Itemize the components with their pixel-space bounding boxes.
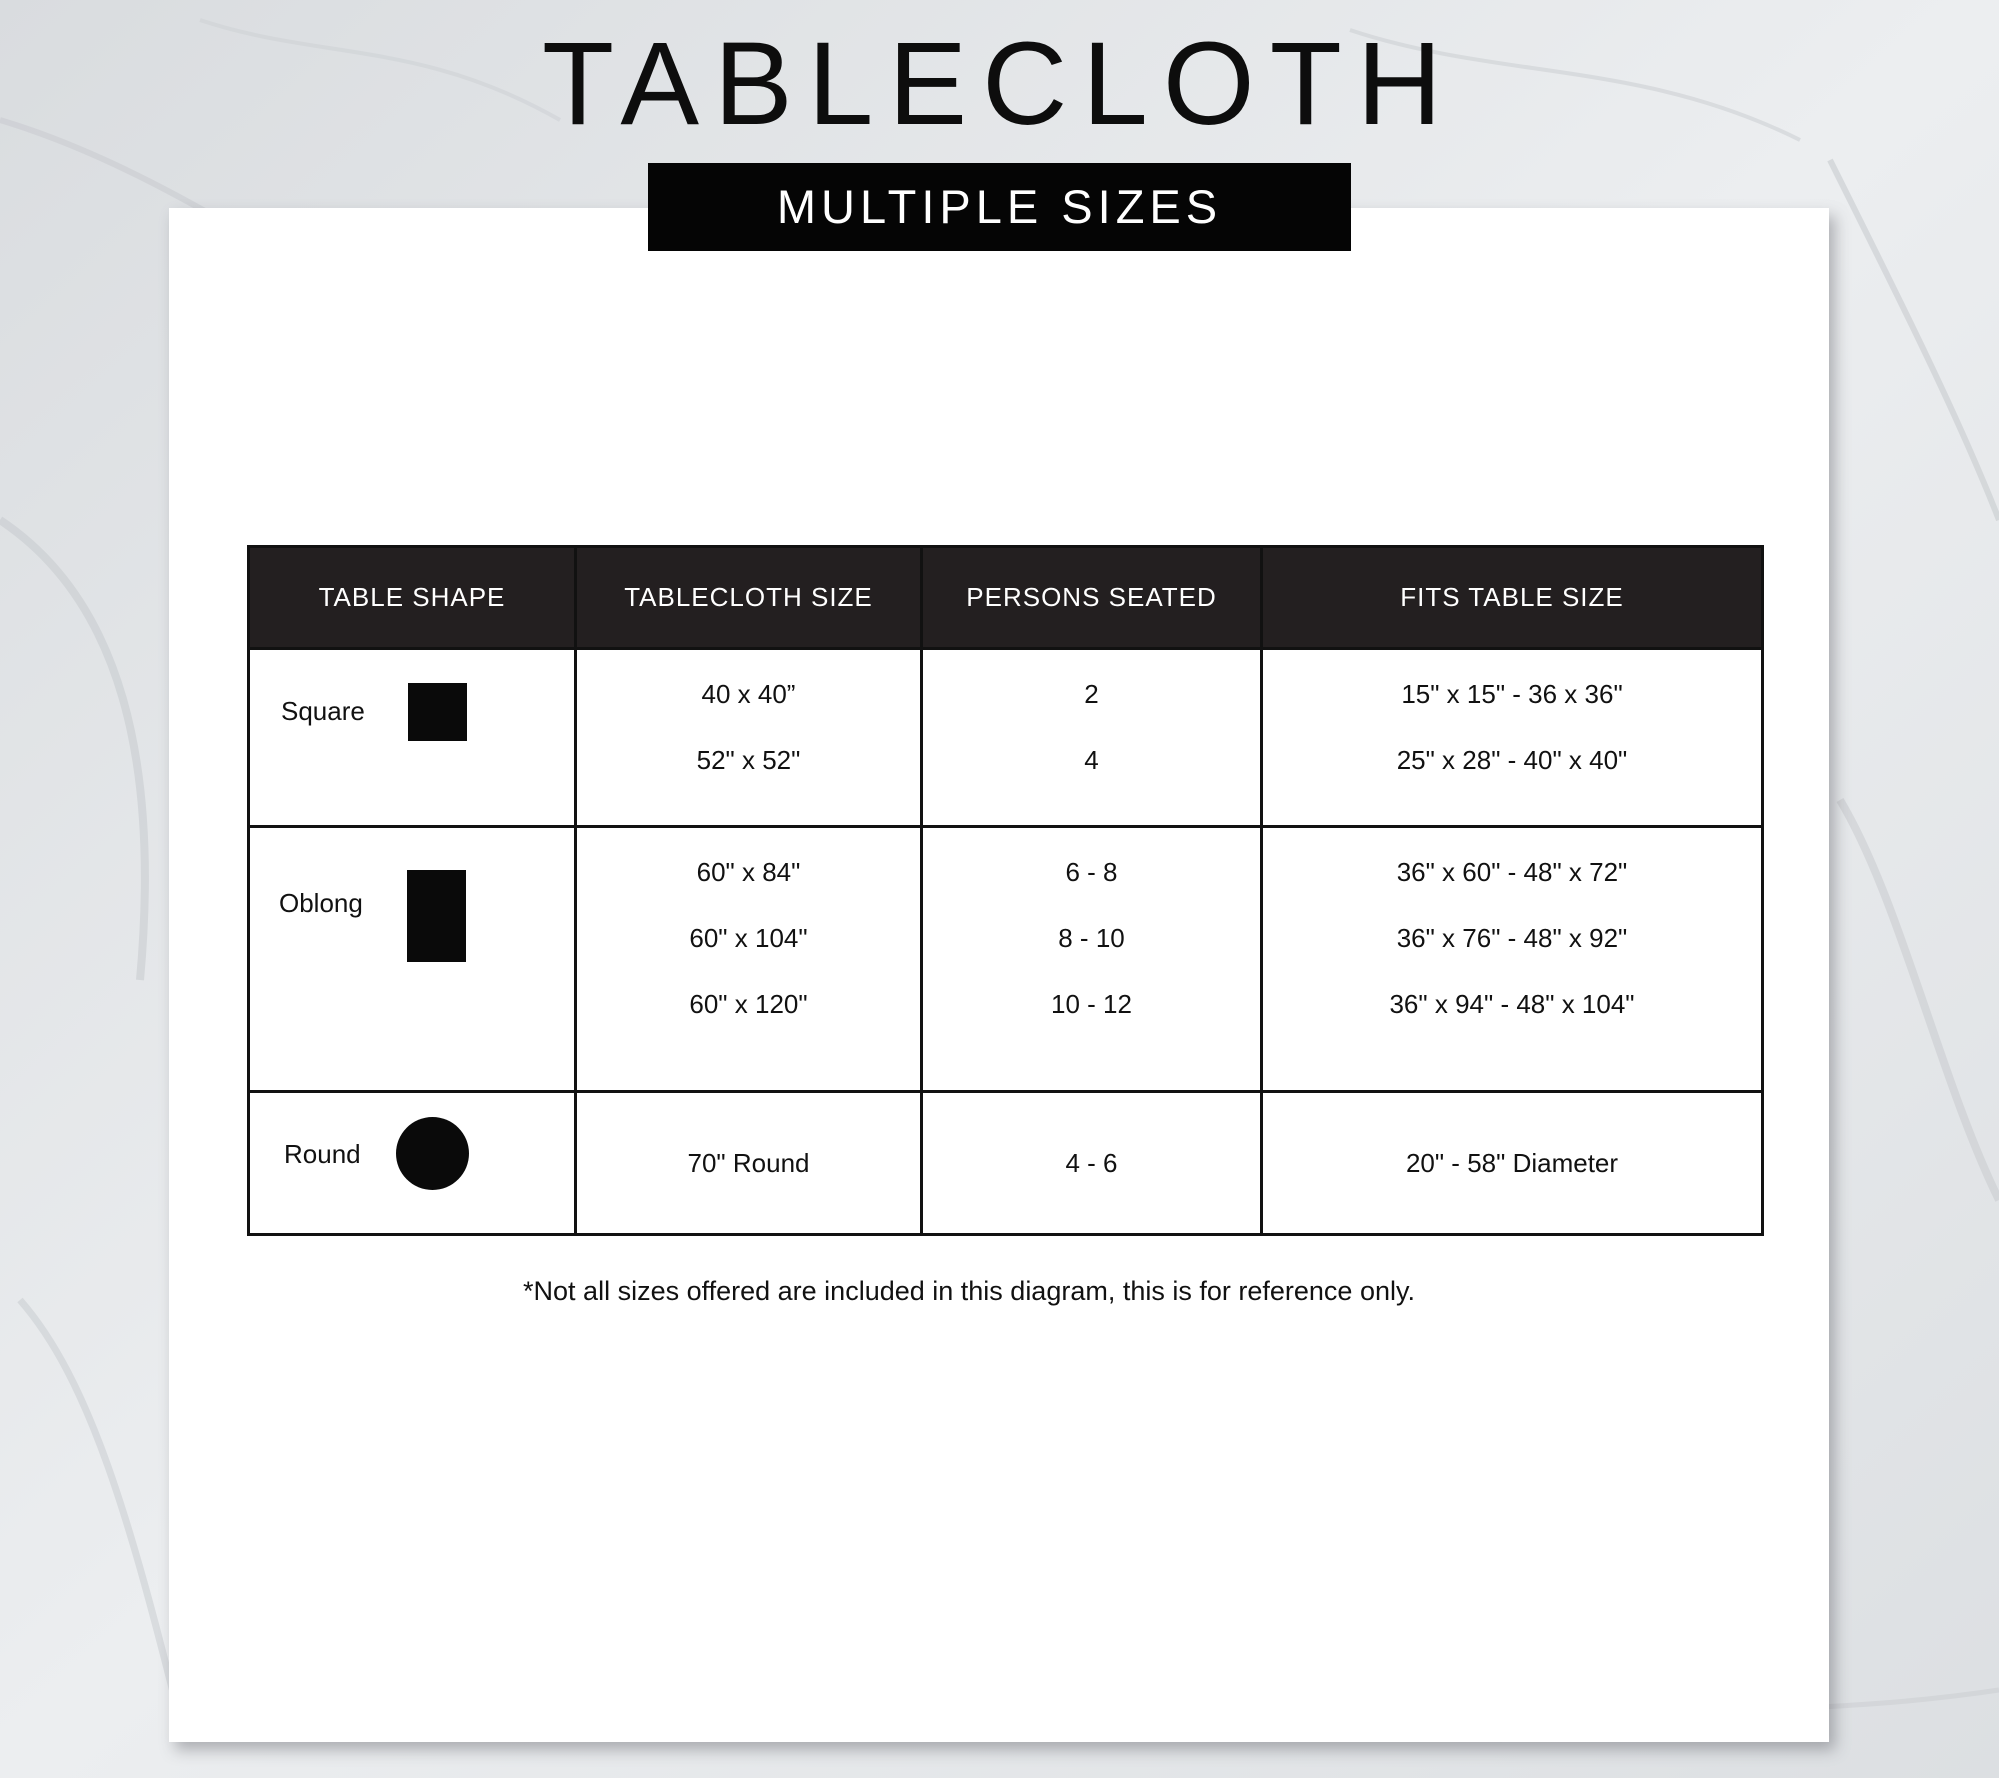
- persons-seated-cell: [922, 1092, 1262, 1235]
- fits-table-size-cell: [1262, 649, 1763, 827]
- header-tablecloth-size: TABLECLOTH SIZE: [576, 547, 922, 649]
- size-chart-table: [247, 545, 1764, 1236]
- persons-seated-value: 4 - 6: [1065, 1148, 1118, 1178]
- footnote: *Not all sizes offered are included in this diagram, this is for reference only.: [523, 1276, 1415, 1306]
- fits-table-size-cell: [1262, 827, 1763, 1092]
- page-title: TABLECLOTH: [542, 18, 1457, 150]
- table-row: [249, 827, 1763, 1092]
- fits-table-size-value: 25" x 28" - 40" x 40": [1396, 745, 1628, 775]
- fits-table-size-value: 36" x 94" - 48" x 104": [1389, 989, 1635, 1019]
- circle-icon: [396, 1117, 469, 1190]
- tablecloth-size-value: 52" x 52": [696, 745, 801, 775]
- fits-table-size-cell: [1262, 1092, 1763, 1235]
- table-row: [249, 649, 1763, 827]
- subtitle-banner: MULTIPLE SIZES: [648, 163, 1351, 251]
- fits-table-size-value: 36" x 60" - 48" x 72": [1396, 857, 1628, 887]
- shape-label: Round: [284, 1139, 361, 1169]
- persons-seated-value: 8 - 10: [1058, 923, 1125, 953]
- tablecloth-size-value: 70" Round: [687, 1148, 810, 1178]
- persons-seated-cell: [922, 649, 1262, 827]
- tablecloth-size-value: 60" x 84": [696, 857, 801, 887]
- header-persons-seated: PERSONS SEATED: [922, 547, 1262, 649]
- persons-seated-value: 2: [1084, 679, 1099, 709]
- square-icon: [408, 683, 467, 741]
- rectangle-icon: [407, 870, 466, 962]
- fits-table-size-value: 20" - 58" Diameter: [1405, 1148, 1619, 1178]
- shape-cell: [249, 1092, 576, 1235]
- tablecloth-size-cell: [576, 1092, 922, 1235]
- shape-label: Square: [281, 696, 365, 726]
- persons-seated-value: 6 - 8: [1065, 857, 1118, 887]
- header-fits-table-size: FITS TABLE SIZE: [1262, 547, 1763, 649]
- shape-label: Oblong: [279, 888, 363, 918]
- tablecloth-size-cell: [576, 649, 922, 827]
- shape-cell: [249, 649, 576, 827]
- tablecloth-size-value: 60" x 104": [689, 923, 808, 953]
- persons-seated-value: 10 - 12: [1051, 989, 1132, 1019]
- header-table-shape: TABLE SHAPE: [249, 547, 576, 649]
- persons-seated-value: 4: [1084, 745, 1099, 775]
- table-row: [249, 1092, 1763, 1235]
- tablecloth-size-value: 40 x 40”: [701, 679, 796, 709]
- fits-table-size-value: 36" x 76" - 48" x 92": [1396, 923, 1628, 953]
- fits-table-size-value: 15" x 15" - 36 x 36": [1401, 679, 1623, 709]
- tablecloth-size-value: 60" x 120": [689, 989, 808, 1019]
- table-header-row: [249, 547, 1763, 649]
- shape-cell: [249, 827, 576, 1092]
- persons-seated-cell: [922, 827, 1262, 1092]
- tablecloth-size-cell: [576, 827, 922, 1092]
